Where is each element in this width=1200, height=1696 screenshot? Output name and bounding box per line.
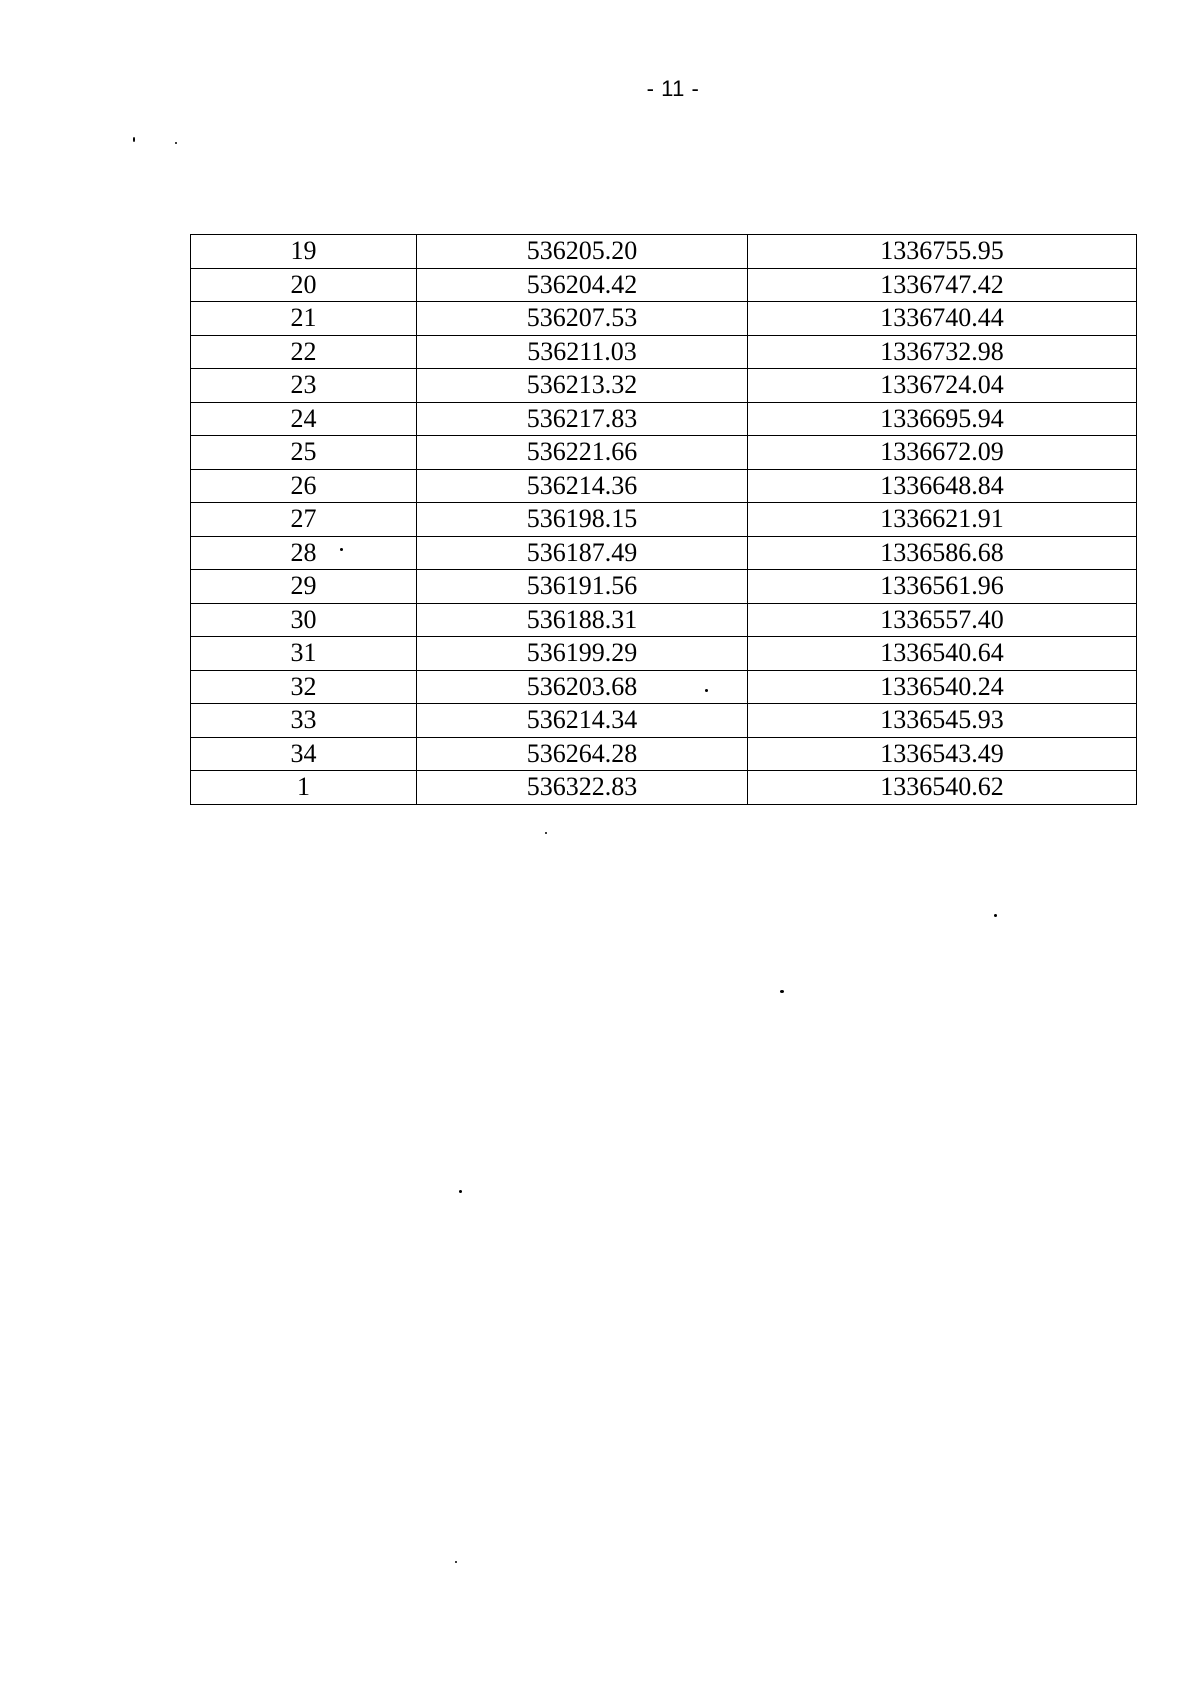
point-number-cell: 24 — [191, 402, 417, 436]
table-row — [191, 704, 1137, 738]
x-coordinate-cell: 536204.42 — [417, 268, 748, 302]
table-row — [191, 771, 1137, 805]
scan-speck — [545, 832, 547, 834]
table-row — [191, 570, 1137, 604]
x-coordinate-cell: 536217.83 — [417, 402, 748, 436]
point-number-cell: 30 — [191, 603, 417, 637]
x-coordinate-cell: 536199.29 — [417, 637, 748, 671]
table-row — [191, 369, 1137, 403]
table-row — [191, 637, 1137, 671]
x-coordinate-cell: 536207.53 — [417, 302, 748, 336]
page-number: - 11 - — [646, 76, 700, 101]
y-coordinate-cell: 1336648.84 — [748, 469, 1137, 503]
scan-speck — [705, 689, 708, 692]
point-number-cell: 27 — [191, 503, 417, 537]
y-coordinate-cell: 1336732.98 — [748, 335, 1137, 369]
point-number-cell: 1 — [191, 771, 417, 805]
table-row — [191, 536, 1137, 570]
y-coordinate-cell: 1336747.42 — [748, 268, 1137, 302]
scan-speck — [340, 548, 343, 551]
y-coordinate-cell: 1336755.95 — [748, 235, 1137, 269]
point-number-cell: 33 — [191, 704, 417, 738]
point-number-cell: 31 — [191, 637, 417, 671]
point-number-cell: 22 — [191, 335, 417, 369]
y-coordinate-cell: 1336545.93 — [748, 704, 1137, 738]
point-number-cell: 26 — [191, 469, 417, 503]
coordinates-table — [190, 234, 1137, 805]
x-coordinate-cell: 536198.15 — [417, 503, 748, 537]
x-coordinate-cell: 536214.36 — [417, 469, 748, 503]
y-coordinate-cell: 1336543.49 — [748, 737, 1137, 771]
x-coordinate-cell: 536322.83 — [417, 771, 748, 805]
point-number-cell: 29 — [191, 570, 417, 604]
scan-speck — [133, 137, 135, 142]
y-coordinate-cell: 1336695.94 — [748, 402, 1137, 436]
scan-speck — [994, 914, 997, 917]
y-coordinate-cell: 1336740.44 — [748, 302, 1137, 336]
y-coordinate-cell: 1336557.40 — [748, 603, 1137, 637]
table-row — [191, 436, 1137, 470]
table-row — [191, 402, 1137, 436]
table-row — [191, 268, 1137, 302]
x-coordinate-cell: 536214.34 — [417, 704, 748, 738]
table-row — [191, 737, 1137, 771]
table-body — [191, 235, 1137, 805]
y-coordinate-cell: 1336540.64 — [748, 637, 1137, 671]
table-row — [191, 302, 1137, 336]
table-row — [191, 335, 1137, 369]
point-number-cell: 21 — [191, 302, 417, 336]
point-number-cell: 34 — [191, 737, 417, 771]
x-coordinate-cell: 536187.49 — [417, 536, 748, 570]
x-coordinate-cell: 536188.31 — [417, 603, 748, 637]
point-number-cell: 20 — [191, 268, 417, 302]
scan-speck — [175, 142, 177, 144]
y-coordinate-cell: 1336621.91 — [748, 503, 1137, 537]
scan-speck — [780, 990, 784, 993]
point-number-cell: 23 — [191, 369, 417, 403]
x-coordinate-cell: 536211.03 — [417, 335, 748, 369]
point-number-cell: 25 — [191, 436, 417, 470]
x-coordinate-cell: 536221.66 — [417, 436, 748, 470]
x-coordinate-cell: 536205.20 — [417, 235, 748, 269]
x-coordinate-cell: 536264.28 — [417, 737, 748, 771]
point-number-cell: 32 — [191, 670, 417, 704]
scan-speck — [459, 1190, 462, 1193]
x-coordinate-cell: 536203.68 — [417, 670, 748, 704]
y-coordinate-cell: 1336540.24 — [748, 670, 1137, 704]
table-row — [191, 503, 1137, 537]
point-number-cell: 19 — [191, 235, 417, 269]
y-coordinate-cell: 1336586.68 — [748, 536, 1137, 570]
table-row — [191, 670, 1137, 704]
y-coordinate-cell: 1336672.09 — [748, 436, 1137, 470]
table-row — [191, 235, 1137, 269]
table-row — [191, 603, 1137, 637]
y-coordinate-cell: 1336540.62 — [748, 771, 1137, 805]
y-coordinate-cell: 1336724.04 — [748, 369, 1137, 403]
y-coordinate-cell: 1336561.96 — [748, 570, 1137, 604]
x-coordinate-cell: 536213.32 — [417, 369, 748, 403]
point-number-cell: 28 — [191, 536, 417, 570]
table-row — [191, 469, 1137, 503]
scan-speck — [455, 1561, 457, 1563]
x-coordinate-cell: 536191.56 — [417, 570, 748, 604]
